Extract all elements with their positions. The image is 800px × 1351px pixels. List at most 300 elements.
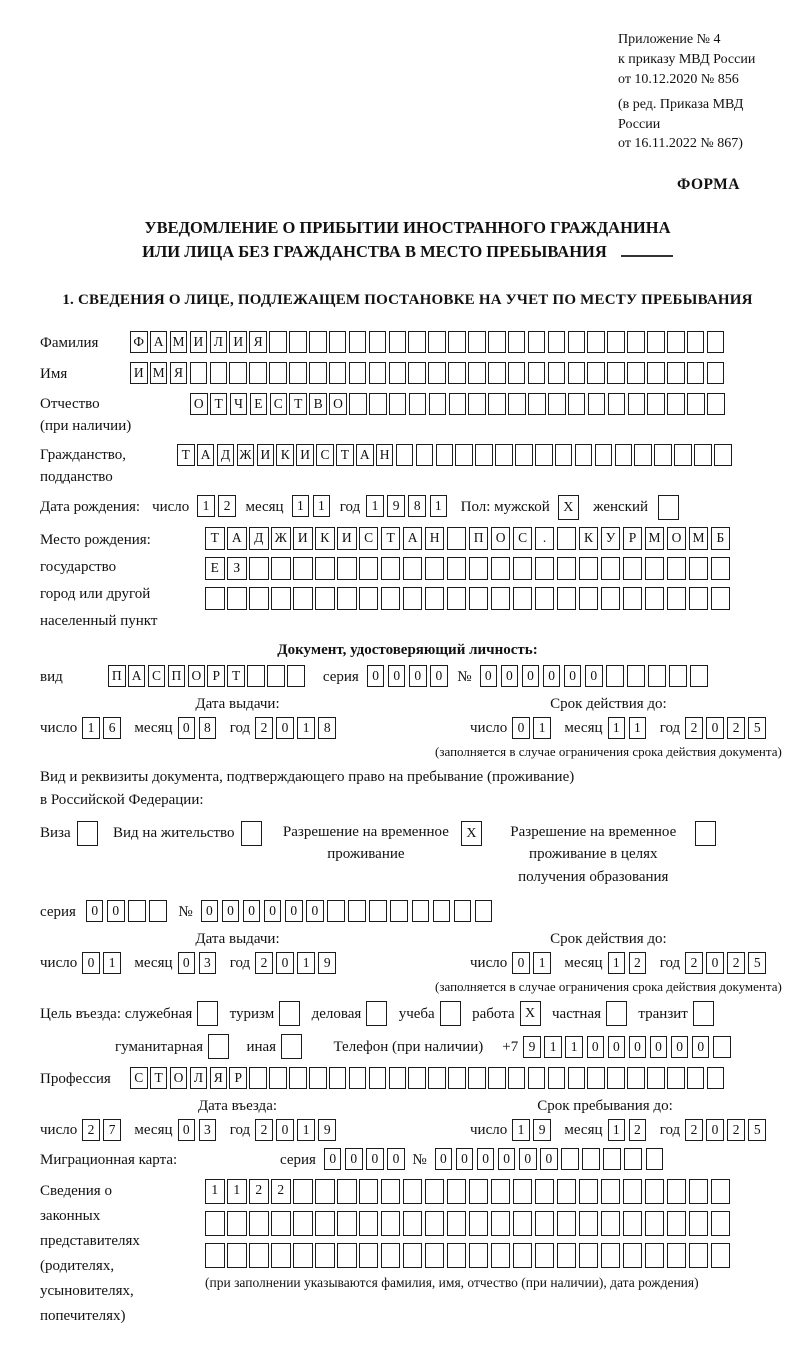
char-cell	[667, 1067, 685, 1089]
char-cell: 9	[523, 1036, 541, 1058]
char-cell	[349, 362, 367, 384]
profession-row	[40, 1067, 775, 1091]
char-cell: 1	[512, 1119, 530, 1141]
char-cell: С	[359, 527, 379, 550]
given-name-row	[40, 362, 775, 386]
char-cell	[337, 1243, 357, 1268]
char-cell	[623, 557, 643, 580]
char-cell: 0	[692, 1036, 710, 1058]
char-cell: А	[227, 527, 247, 550]
char-cell	[707, 331, 725, 353]
profession-label: Профессия	[40, 1071, 111, 1088]
char-cell	[287, 665, 305, 687]
char-cell: М	[645, 527, 665, 550]
char-cell: 0	[366, 1148, 384, 1170]
char-cell	[535, 587, 555, 610]
birthdate-label: Дата рождения:	[40, 499, 141, 516]
char-cell	[627, 331, 645, 353]
char-cell	[513, 1179, 533, 1204]
char-cell	[315, 1179, 335, 1204]
char-cell	[667, 393, 685, 415]
label-line: город или другой	[40, 586, 151, 603]
char-cell: 0	[564, 665, 582, 687]
char-cell: Ж	[271, 527, 291, 550]
char-cell	[535, 1211, 555, 1236]
char-cell: 2	[249, 1179, 269, 1204]
char-cell	[508, 362, 526, 384]
char-cell	[267, 665, 285, 687]
day-label: число	[470, 720, 508, 737]
tourism-checkbox	[279, 1001, 302, 1026]
guardians-note: (при заполнении указываются фамилия, имя, отчество (при наличии), дата рождения)	[205, 1275, 699, 1291]
char-cell: О	[190, 393, 208, 415]
char-cell: 0	[222, 900, 240, 922]
char-cell: 2	[629, 1119, 647, 1141]
valid-until-heading: Срок действия до:	[550, 696, 667, 713]
work-label: работа	[472, 1005, 515, 1022]
humanitarian-option	[115, 1034, 231, 1059]
char-cell: Д	[249, 527, 269, 550]
header-line: от 10.12.2020 № 856	[618, 71, 739, 87]
char-cell	[425, 557, 445, 580]
char-cell	[623, 587, 643, 610]
char-cell	[582, 1148, 600, 1170]
char-cell	[475, 900, 493, 922]
char-cell	[412, 900, 430, 922]
char-cell	[269, 362, 287, 384]
char-cell	[425, 1211, 445, 1236]
char-cell	[513, 587, 533, 610]
char-cell: 0	[324, 1148, 342, 1170]
char-cell: 0	[178, 952, 196, 974]
year-label: год	[339, 499, 361, 516]
char-cell: Р	[623, 527, 643, 550]
char-cell	[337, 557, 357, 580]
char-cell: 0	[388, 665, 406, 687]
doc-type-boxes	[108, 665, 307, 687]
char-cell	[645, 1243, 665, 1268]
char-cell	[624, 1148, 642, 1170]
char-cell: Е	[250, 393, 268, 415]
char-cell: 1	[608, 1119, 626, 1141]
char-cell: 2	[82, 1119, 100, 1141]
char-cell: Я	[249, 331, 267, 353]
char-cell: О	[667, 527, 687, 550]
valid-until-col	[435, 696, 782, 760]
surname-row	[40, 331, 775, 355]
day-label: число	[40, 720, 78, 737]
char-cell	[425, 587, 445, 610]
form-title	[40, 216, 775, 264]
char-cell	[528, 1067, 546, 1089]
char-cell: 0	[706, 1119, 724, 1141]
paragraph-line: в Российской Федерации:	[40, 792, 204, 809]
other-option	[246, 1034, 304, 1059]
char-cell	[289, 331, 307, 353]
char-cell	[711, 557, 731, 580]
char-cell	[648, 665, 666, 687]
char-cell	[513, 1243, 533, 1268]
label-line: (родителях,	[40, 1258, 115, 1275]
char-cell: П	[469, 527, 489, 550]
char-cell	[249, 1243, 269, 1268]
char-cell: 0	[82, 952, 100, 974]
char-cell	[428, 331, 446, 353]
permit-series-row	[40, 900, 775, 924]
char-cell	[440, 1001, 461, 1026]
char-cell: 0	[276, 1119, 294, 1141]
char-cell	[247, 665, 265, 687]
char-cell	[227, 1243, 247, 1268]
label-line: (при наличии)	[40, 418, 132, 435]
char-cell	[309, 362, 327, 384]
char-cell	[315, 587, 335, 610]
temp-residence-checkbox	[461, 821, 484, 846]
char-cell: Л	[210, 331, 228, 353]
char-cell: 0	[629, 1036, 647, 1058]
birthplace-row1-boxes	[205, 527, 733, 550]
char-cell: .	[535, 527, 555, 550]
char-cell	[293, 1243, 313, 1268]
tourism-option	[230, 1001, 303, 1026]
char-cell	[389, 1067, 407, 1089]
migration-number-boxes	[435, 1148, 667, 1170]
char-cell: 0	[306, 900, 324, 922]
char-cell	[491, 1211, 511, 1236]
char-cell: 0	[456, 1148, 474, 1170]
char-cell	[513, 557, 533, 580]
char-cell	[447, 527, 467, 550]
char-cell: 0	[409, 665, 427, 687]
entry-day-boxes	[82, 1119, 124, 1141]
char-cell	[689, 1211, 709, 1236]
char-cell: С	[270, 393, 288, 415]
char-cell	[337, 587, 357, 610]
char-cell	[403, 1179, 423, 1204]
char-cell: П	[108, 665, 126, 687]
char-cell	[389, 393, 407, 415]
char-cell: К	[276, 444, 294, 466]
char-cell: Я	[170, 362, 188, 384]
char-cell	[711, 1179, 731, 1204]
doc-valid-month-boxes	[608, 717, 650, 739]
char-cell	[315, 1243, 335, 1268]
char-cell	[359, 1243, 379, 1268]
char-cell	[315, 1211, 335, 1236]
temp-residence-edu-label: Разрешение на временное проживание в целях получения образования	[510, 823, 677, 885]
char-cell: 1	[103, 952, 121, 974]
char-cell: 0	[86, 900, 104, 922]
char-cell	[557, 1211, 577, 1236]
char-cell	[667, 587, 687, 610]
char-cell	[707, 362, 725, 384]
char-cell: Я	[210, 1067, 228, 1089]
char-cell	[403, 1243, 423, 1268]
residence-permit-label: Вид на жительство	[113, 824, 235, 841]
char-cell: А	[128, 665, 146, 687]
stay-until-col	[435, 1098, 775, 1142]
char-cell	[289, 1067, 307, 1089]
form-body	[40, 331, 782, 1329]
char-cell: С	[148, 665, 166, 687]
citizenship-row	[40, 444, 775, 488]
char-cell	[606, 1001, 627, 1026]
char-cell	[381, 557, 401, 580]
char-cell: 1	[430, 495, 448, 517]
permit-series-boxes	[86, 900, 170, 922]
char-cell: 2	[727, 952, 745, 974]
sex-male-label: Пол: мужской	[460, 499, 550, 516]
char-cell	[667, 362, 685, 384]
char-cell: С	[130, 1067, 148, 1089]
char-cell	[557, 1243, 577, 1268]
char-cell	[249, 1211, 269, 1236]
char-cell	[210, 362, 228, 384]
forma-label: ФОРМА	[676, 176, 740, 194]
patronymic-label	[40, 393, 190, 437]
char-cell	[329, 1067, 347, 1089]
char-cell: Р	[207, 665, 225, 687]
char-cell: 2	[685, 1119, 703, 1141]
char-cell	[190, 362, 208, 384]
char-cell	[568, 393, 586, 415]
char-cell: С	[513, 527, 533, 550]
header-line: (в ред. Приказа МВД России	[618, 96, 744, 132]
birth-year-boxes	[366, 495, 450, 517]
char-cell: 1	[366, 495, 384, 517]
char-cell: 0	[608, 1036, 626, 1058]
char-cell: 9	[318, 952, 336, 974]
transit-option	[638, 1001, 716, 1026]
char-cell	[595, 444, 613, 466]
char-cell	[491, 1179, 511, 1204]
char-cell	[623, 1179, 643, 1204]
char-cell: 0	[345, 1148, 363, 1170]
char-cell	[389, 362, 407, 384]
char-cell	[601, 1211, 621, 1236]
birthplace-row2-boxes	[205, 557, 733, 580]
char-cell	[396, 444, 414, 466]
char-cell	[369, 1067, 387, 1089]
char-cell	[568, 362, 586, 384]
entry-date-col	[40, 1098, 435, 1142]
day-label: число	[470, 1122, 508, 1139]
transit-label: транзит	[638, 1005, 688, 1022]
char-cell	[568, 1067, 586, 1089]
char-cell	[327, 900, 345, 922]
char-cell	[359, 1179, 379, 1204]
char-cell: 1	[292, 495, 310, 517]
entry-date-row	[40, 1118, 435, 1142]
char-cell: 1	[533, 717, 551, 739]
char-cell	[555, 444, 573, 466]
char-cell: 2	[255, 952, 273, 974]
char-cell	[488, 362, 506, 384]
char-cell	[608, 393, 626, 415]
citizenship-label	[40, 444, 177, 488]
char-cell: 0	[387, 1148, 405, 1170]
char-cell	[627, 665, 645, 687]
char-cell	[508, 393, 526, 415]
official-checkbox	[197, 1001, 220, 1026]
char-cell	[293, 1211, 313, 1236]
char-cell: Т	[177, 444, 195, 466]
char-cell	[271, 557, 291, 580]
char-cell: Т	[150, 1067, 168, 1089]
migration-card-row	[40, 1148, 775, 1172]
char-cell	[634, 444, 652, 466]
char-cell	[669, 665, 687, 687]
char-cell: У	[601, 527, 621, 550]
char-cell	[229, 362, 247, 384]
doc-type-row	[40, 665, 775, 689]
label-line: населенный пункт	[40, 613, 158, 630]
birthplace-row3-boxes	[205, 587, 733, 610]
char-cell	[695, 821, 716, 846]
char-cell	[674, 444, 692, 466]
work-option	[472, 1001, 543, 1026]
char-cell: Т	[227, 665, 245, 687]
valid-until-col	[435, 931, 782, 995]
header-line: Приложение № 4	[618, 32, 721, 47]
char-cell	[557, 527, 577, 550]
private-option	[552, 1001, 629, 1026]
permit-issue-month-boxes	[178, 952, 220, 974]
char-cell: X	[520, 1001, 541, 1026]
label-line: Сведения о	[40, 1183, 112, 1200]
year-label: год	[659, 720, 681, 737]
residence-doc-paragraph	[40, 766, 775, 813]
char-cell	[689, 557, 709, 580]
char-cell	[575, 444, 593, 466]
char-cell: Р	[229, 1067, 247, 1089]
stay-year-boxes	[685, 1119, 769, 1141]
char-cell	[249, 362, 267, 384]
stay-until-heading: Срок пребывания до:	[537, 1098, 673, 1115]
permit-valid-day-boxes	[512, 952, 554, 974]
char-cell: К	[315, 527, 335, 550]
char-cell: 7	[103, 1119, 121, 1141]
month-label: месяц	[134, 720, 173, 737]
char-cell	[227, 1211, 247, 1236]
char-cell	[528, 362, 546, 384]
char-cell	[475, 444, 493, 466]
char-cell	[687, 1067, 705, 1089]
char-cell: Н	[376, 444, 394, 466]
char-cell: 0	[585, 665, 603, 687]
char-cell	[271, 587, 291, 610]
char-cell: 5	[748, 952, 766, 974]
char-cell	[647, 331, 665, 353]
char-cell: Ж	[237, 444, 255, 466]
char-cell	[337, 1179, 357, 1204]
char-cell: 1	[544, 1036, 562, 1058]
permit-number-boxes	[201, 900, 496, 922]
char-cell	[416, 444, 434, 466]
char-cell	[241, 821, 262, 846]
char-cell: 0	[178, 717, 196, 739]
char-cell: 0	[501, 665, 519, 687]
doc-dates-block	[40, 696, 782, 760]
char-cell	[348, 900, 366, 922]
doc-number-boxes	[480, 665, 712, 687]
month-label: месяц	[134, 1122, 173, 1139]
char-cell: Б	[711, 527, 731, 550]
char-cell	[271, 1211, 291, 1236]
char-cell	[601, 1179, 621, 1204]
year-label: год	[229, 720, 251, 737]
char-cell: 0	[477, 1148, 495, 1170]
char-cell: К	[579, 527, 599, 550]
char-cell	[455, 444, 473, 466]
study-checkbox	[440, 1001, 463, 1026]
header-line: от 16.11.2022 № 867)	[618, 136, 743, 152]
char-cell: 0	[107, 900, 125, 922]
entry-purpose-label: Цель въезда: служебная	[40, 1005, 193, 1022]
number-label: №	[178, 904, 193, 921]
char-cell	[645, 1211, 665, 1236]
char-cell	[647, 393, 665, 415]
char-cell	[579, 1211, 599, 1236]
humanitarian-checkbox	[208, 1034, 231, 1059]
char-cell	[269, 1067, 287, 1089]
char-cell	[658, 495, 679, 520]
char-cell	[667, 557, 687, 580]
char-cell	[588, 393, 606, 415]
patronymic-boxes	[190, 393, 727, 415]
char-cell	[535, 557, 555, 580]
char-cell	[707, 1067, 725, 1089]
validity-note: (заполняется в случае ограничения срока действия документа)	[435, 979, 782, 995]
char-cell: Т	[336, 444, 354, 466]
char-cell	[408, 362, 426, 384]
sex-female-checkbox	[658, 495, 681, 520]
number-label: №	[457, 669, 472, 686]
char-cell: 0	[264, 900, 282, 922]
char-cell: Т	[210, 393, 228, 415]
label-line: Гражданство,	[40, 447, 127, 464]
char-cell	[369, 362, 387, 384]
char-cell: Д	[217, 444, 235, 466]
char-cell	[359, 1211, 379, 1236]
char-cell	[349, 1067, 367, 1089]
guardians-row2-boxes	[205, 1211, 733, 1236]
char-cell: X	[558, 495, 579, 520]
char-cell: 2	[255, 1119, 273, 1141]
study-option	[399, 1001, 463, 1026]
char-cell: 2	[727, 1119, 745, 1141]
char-cell	[309, 331, 327, 353]
char-cell	[561, 1148, 579, 1170]
char-cell	[557, 587, 577, 610]
guardians-row3-boxes	[205, 1243, 733, 1268]
char-cell	[508, 1067, 526, 1089]
char-cell	[654, 444, 672, 466]
char-cell	[707, 393, 725, 415]
header-line: к приказу МВД России	[618, 51, 756, 67]
char-cell: 1	[82, 717, 100, 739]
stay-day-boxes	[512, 1119, 554, 1141]
char-cell	[548, 362, 566, 384]
char-cell: И	[229, 331, 247, 353]
char-cell: 0	[671, 1036, 689, 1058]
char-cell: 0	[498, 1148, 516, 1170]
char-cell	[359, 587, 379, 610]
char-cell	[381, 1211, 401, 1236]
char-cell	[647, 1067, 665, 1089]
char-cell	[469, 587, 489, 610]
day-label: число	[40, 955, 78, 972]
